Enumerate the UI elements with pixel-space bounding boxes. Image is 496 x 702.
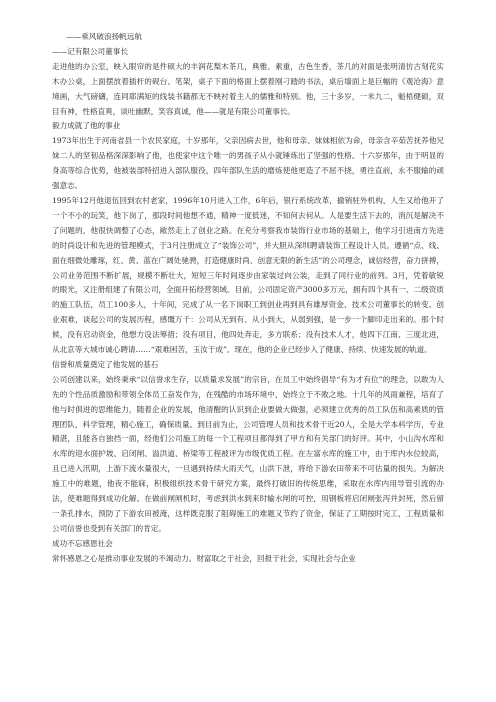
- document-title: ——乘风破浪扬帆远航: [66, 32, 142, 41]
- body-paragraph: 1973年出生于河南省县一个农民家庭，十岁那年，父亲因病去世，他和母亲、妹妹相依为命，母亲含辛茹苦抚养他兄妹二人的坚韧品格深深影响了他，也使家中这个唯一的男孩子从小就锤炼出了坚强的性格。十六岁那年，由于明显的身高等综合优势，他被装部特招进入部队服役，四年部队生活的磨炼使他更造了不屈不挠，勇往直前，永不服输的顽强意志。: [52, 136, 444, 191]
- body-paragraph: 常怀感恩之心是推动事业发展的不竭动力。财富取之于社会，回报于社会，实现社会与企业: [52, 553, 356, 563]
- document-subtitle: ——记有限公司董事长: [52, 46, 128, 56]
- body-paragraph: 1995年12月他退伍回到农村老家，1996年10月进入工作，6年后，银行系统改革，撤销驻外机构，人生又给他开了一个不小的玩笑，他下岗了，那段时间他想不通，精神一度低迷，不知何去何从。人是要生活下去的，消沉是解决不了问题的，他很快调整了心态，敞然走上了创业之路。在充分考察我市装饰行业市场的基础上，他学习引进南方先进的时尚设计和先进的管理模式，于3月注册成立了“装饰公司”，并大胆从深圳聘请装饰工程设计人员。遵循“点、线、面在细微处雕琢，红、黄、蓝在广阔处驰骋，打造健康时尚、创意无限的新生活”的公司理念，诚信经营，奋力拼搏，公司业务范围不断扩展，规模不断壮大，短短三年时间逐步由家装过向公装，走到了同行业的前列。3月，凭着敏锐的眼光，又注册组建了有限公司，全面开拓经营领域。目前，公司固定资产3000多万元，拥有四个具有一、二级资质的施工队伍，员工100多人，十年间，完成了从一名下岗职工到创业再到具有雄厚资金、技术公司董事长的转变。创业艰难，谈起公司的发展历程，感慨万千：公司从无到有、从小到大，从弱到强，是一步一个脚印走出来的。那个时候，没有启动资金，他想方设法筹措；没有项目，他四处奔走，多方联系；没有技术人才，他四下江南、三度北进，从北京等大城市诚心聘请……“艰难困苦，玉汝于成”。现在，他的企业已经步入了健康、持续、快速发展的轨道。: [52, 195, 444, 355]
- intro-paragraph: 走进他的办公室，映入眼帘的是件硕大的丰润花梨木茶几，典雅、素重，古色生香，茶几的对面是张明清仿古刻花实木办公桌，上面摆放着插杆的砚台、笔架，桌子下面的格面上摆着刚刁踏的书法，桌后墙面上是巨幅的《观沧海》意境画，大气磅礴，连同耶满矩的线装书籍都无不映衬着主人的儒雅和特别。他，三十多岁，一米九二，魁梧健硕，双目有神，性格直爽，谈吐幽默，笑容真诚，他——就是有限公司董事长。: [52, 61, 444, 116]
- section-heading: 成功不忘感恩社会: [52, 538, 113, 548]
- section-heading: 毅力成就了他的事业: [52, 121, 121, 131]
- body-paragraph: 公司创建以来，始终秉承“以信誉求生存，以质量求发展”的宗旨，在员工中始终倡导“有为才有位”的理念，以敢为人先的个性品质激励和带领全体员工奋发作为，在残酷的市场环境中，始终立于不败之地。十几年的风雨兼程，培育了他与时俱进的思维能力，随着企业的发展，他清醒的认识到企业要做大做强，必须建立优秀的员工队伍和高素质的管理团队，科学管理，精心施工，确保质量。到目前为止，公司管理人员和技术骨干近20人，全是大学本科学历，专业精湛，且能各自独挡一面，经他们公司施工的每一个工程项目都得到了甲方和有关部门的好评。其中，小山沟水库和水库的迎水面护坡、启闭闸、溢洪道、桥梁等工程被评为市级优质工程。在左富水库的施工中，由于库内水位较高，且已进入汛期，上游下流水量很大，一旦遇到持续大雨天气，山洪下泄，将给下游农田带来不可估量的损失。为解决施工中的难题，他夜不能寐，积极组织技术骨干研究方案，最终打破旧的传统思维，采取在水库内用导管引流的办法，使难题得到成功化解。在做前闸闸机时，考虑到洪水到来时输水闸的可控，用钢板将启闭闸张泻并封死，然后留一条孔排水，预防了下游农田被淹，这样既克服了阻碍施工的难题又节约了资金，保证了工期按时完工，工程质量和公司信誉也受到有关部门的肯定。: [52, 374, 444, 533]
- section-heading: 信誉和质量奠定了他发展的基石: [52, 359, 159, 369]
